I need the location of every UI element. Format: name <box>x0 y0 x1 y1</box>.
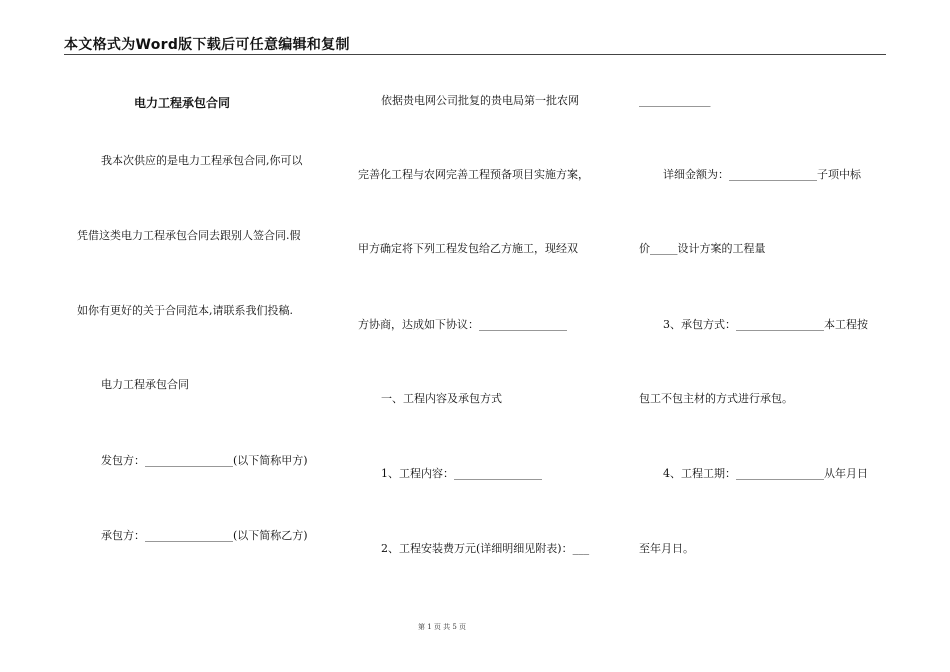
col1-line-1: 我本次供应的是电力工程承包合同,你可以 <box>101 154 303 167</box>
employer-field: 发包方：________________(以下简称甲方) <box>101 454 308 467</box>
project-content-field: 1、工程内容：________________ <box>381 467 542 480</box>
col1-line-3: 如你有更好的关于合同范本,请联系我们投稿. <box>77 304 293 317</box>
col3-line-5: 包工不包主材的方式进行承包。 <box>639 392 793 405</box>
col3-line-3: 价_____设计方案的工程量 <box>639 242 766 255</box>
col2-line-1: 依据贵电网公司批复的贵电局第一批农网 <box>381 94 579 107</box>
contract-method-field: 3、承包方式：________________本工程按 <box>663 318 868 331</box>
header-divider <box>64 54 886 55</box>
document-title: 电力工程承包合同 <box>134 96 231 110</box>
col2-line-3: 甲方确定将下列工程发包给乙方施工，现经双 <box>358 242 578 255</box>
page-number: 第 1 页 共 5 页 <box>417 623 467 631</box>
amount-field: 详细金额为：________________子项中标 <box>663 168 861 181</box>
col2-line-2: 完善化工程与农网完善工程预备项目实施方案， <box>358 168 589 181</box>
col1-line-2: 凭借这类电力工程承包合同去跟别人签合同.假 <box>77 229 301 242</box>
col2-line-4: 方协商，达成如下协议：________________ <box>358 318 567 331</box>
col1-subtitle: 电力工程承包合同 <box>101 378 189 391</box>
section-heading-1: 一、工程内容及承包方式 <box>381 392 502 405</box>
contractor-field: 承包方：________________(以下简称乙方) <box>101 529 308 542</box>
col3-line-7: 至年月日。 <box>639 542 694 555</box>
installation-fee-field: 2、工程安装费万元(详细明细见附表)：___ <box>381 542 590 555</box>
col3-blank-line: _____________ <box>639 94 711 107</box>
duration-field: 4、工程工期：________________从年月日 <box>663 467 868 480</box>
document-header-banner: 本文格式为Word版下载后可任意编辑和复制 <box>64 37 350 53</box>
